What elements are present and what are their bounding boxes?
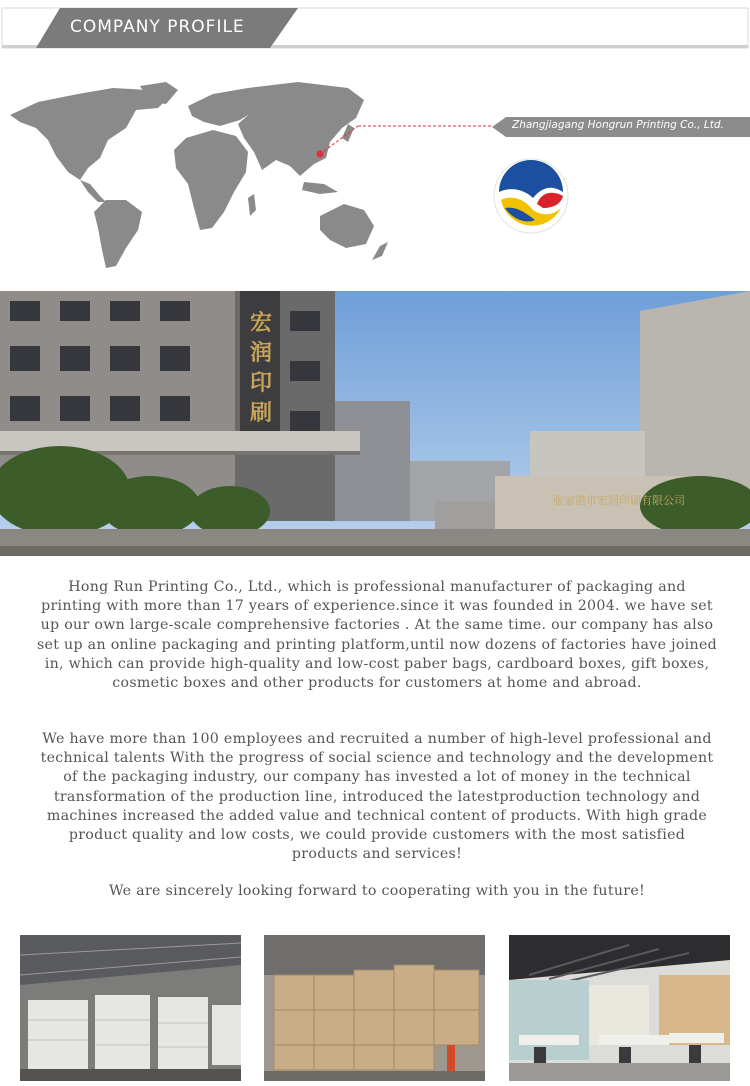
office-photo (509, 935, 730, 1081)
employees-paragraph: We have more than 100 employees and recruited a number of high-level professional and technical talents With the progress of social science and technology and the development of the packaging industry, our company has invested a lot of money in the technical transformation of the production line, introduced the latestproduction technology and machines increased the added value and technical content of products. With high grade product quality and low costs, we could provide customers with the most satisfied products and services! (40, 731, 714, 863)
intro-paragraph: Hong Run Printing Co., Ltd., which is professional manufacturer of packaging and printing with more than 17 years of experience.since it was founded in 2004. we have set up our own large-scale comprehensive factories . At the same time. our company has also set up an online packaging and printing platform,until now dozens of factories have joined in, which can provide high-quality and low-cost paber bags, cardboard boxes, gift boxes, cosmetic boxes and other products for customers at home and abroad. (36, 579, 718, 692)
factory-photo (0, 291, 750, 556)
wall-sign: 张家港市宏润印刷有限公司 (553, 494, 685, 507)
section-title: COMPANY PROFILE (70, 17, 245, 37)
warehouse-photo (20, 935, 241, 1081)
location-connector-line (408, 120, 494, 130)
closing-statement: We are sincerely looking forward to cooperating with you in the future! (108, 883, 646, 899)
cartons-photo (264, 935, 485, 1081)
company-logo (493, 158, 569, 234)
building-sign: 宏润印刷 (249, 310, 272, 426)
company-name-tag: Zhangjiagang Hongrun Printing Co., Ltd. (512, 119, 724, 131)
world-map (8, 80, 408, 275)
